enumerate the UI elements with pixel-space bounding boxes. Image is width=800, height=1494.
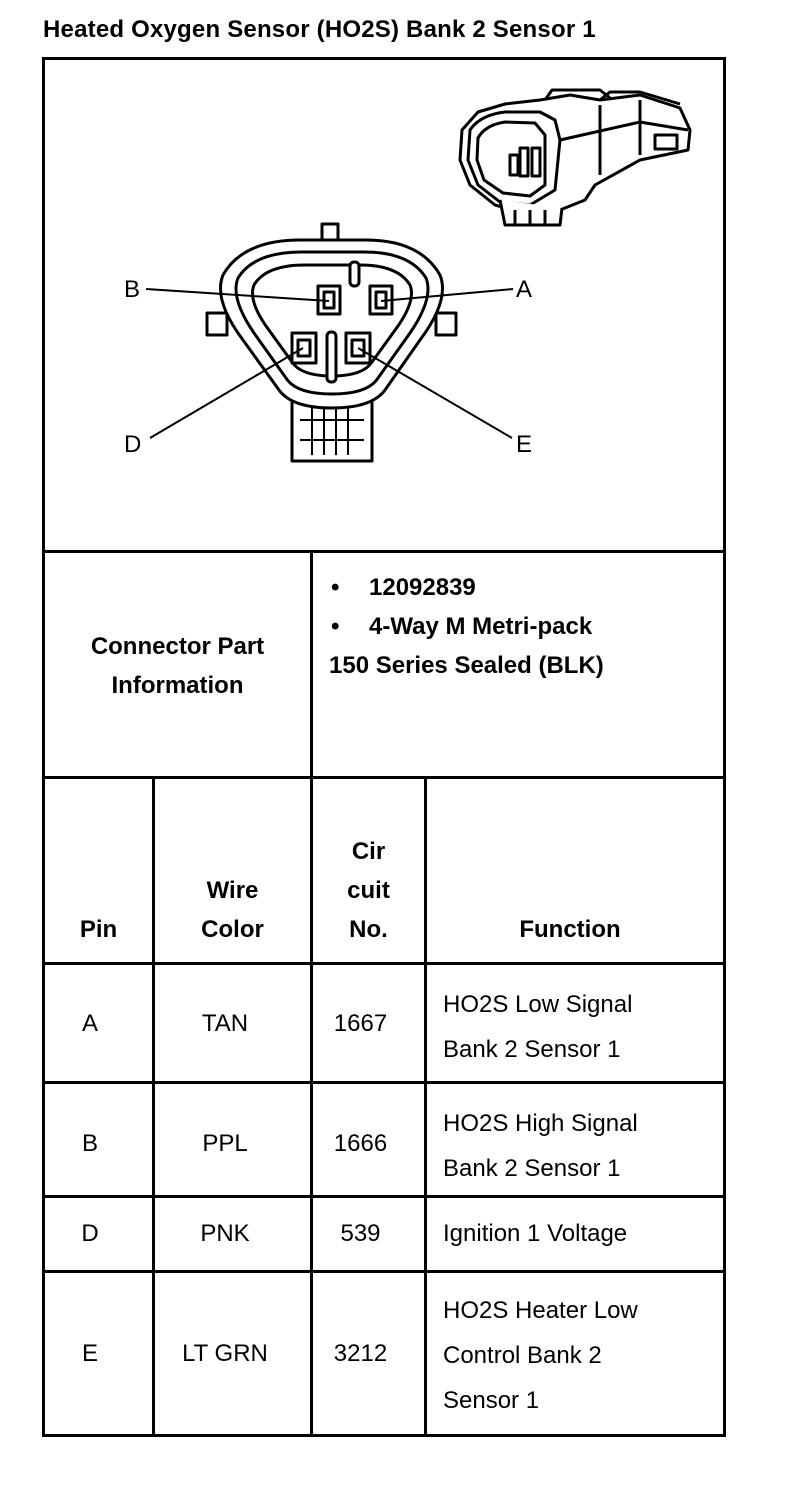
divider (42, 962, 726, 965)
divider (42, 1081, 726, 1084)
connector-face-illustration (207, 224, 456, 461)
bullet: • (331, 574, 340, 601)
table-cell-wire-color: LT GRN (182, 1340, 268, 1367)
connector-info-label: Connector Part Information (90, 633, 265, 699)
pin-label-a: A (516, 276, 533, 303)
table-cell-function: Ignition 1 Voltage (443, 1220, 628, 1247)
table-cell-circuit: 1667 (333, 1010, 388, 1037)
connector-diagram (45, 60, 723, 552)
divider (424, 776, 427, 1437)
table-cell-circuit: 3212 (333, 1340, 388, 1367)
table-cell-wire-color: PPL (202, 1130, 248, 1157)
table-cell-wire-color: PNK (200, 1220, 250, 1247)
connector-description-line2: 150 Series Sealed (BLK) (329, 652, 604, 679)
divider (310, 550, 313, 1437)
table-cell-pin: D (81, 1220, 99, 1247)
table-cell-function: HO2S High Signal Bank 2 Sensor 1 (443, 1110, 638, 1182)
pin-label-d: D (124, 431, 142, 458)
table-cell-pin: E (81, 1340, 98, 1367)
table-cell-pin: B (81, 1130, 98, 1157)
divider (42, 776, 726, 779)
table-cell-function: HO2S Low Signal Bank 2 Sensor 1 (443, 991, 633, 1063)
page-title: Heated Oxygen Sensor (HO2S) Bank 2 Sensor 1 (43, 16, 596, 43)
header-wire-color: Wire Color (201, 877, 264, 943)
connector-3d-illustration (460, 90, 690, 225)
connector-part-number: 12092839 (369, 574, 476, 601)
table-cell-circuit: 1666 (333, 1130, 388, 1157)
header-circuit-no: Cir cuit No. (347, 838, 390, 943)
header-function: Function (519, 916, 621, 943)
connector-description-line1: 4-Way M Metri-pack (369, 613, 593, 640)
header-pin: Pin (79, 916, 118, 943)
pin-label-e: E (516, 431, 533, 458)
divider (42, 1195, 726, 1198)
table-cell-pin: A (81, 1010, 98, 1037)
table-cell-circuit: 539 (340, 1220, 381, 1247)
divider (42, 1270, 726, 1273)
pin-label-b: B (124, 276, 141, 303)
bullet: • (331, 613, 340, 640)
table-cell-function: HO2S Heater Low Control Bank 2 Sensor 1 (443, 1297, 638, 1414)
table-cell-wire-color: TAN (201, 1010, 249, 1037)
